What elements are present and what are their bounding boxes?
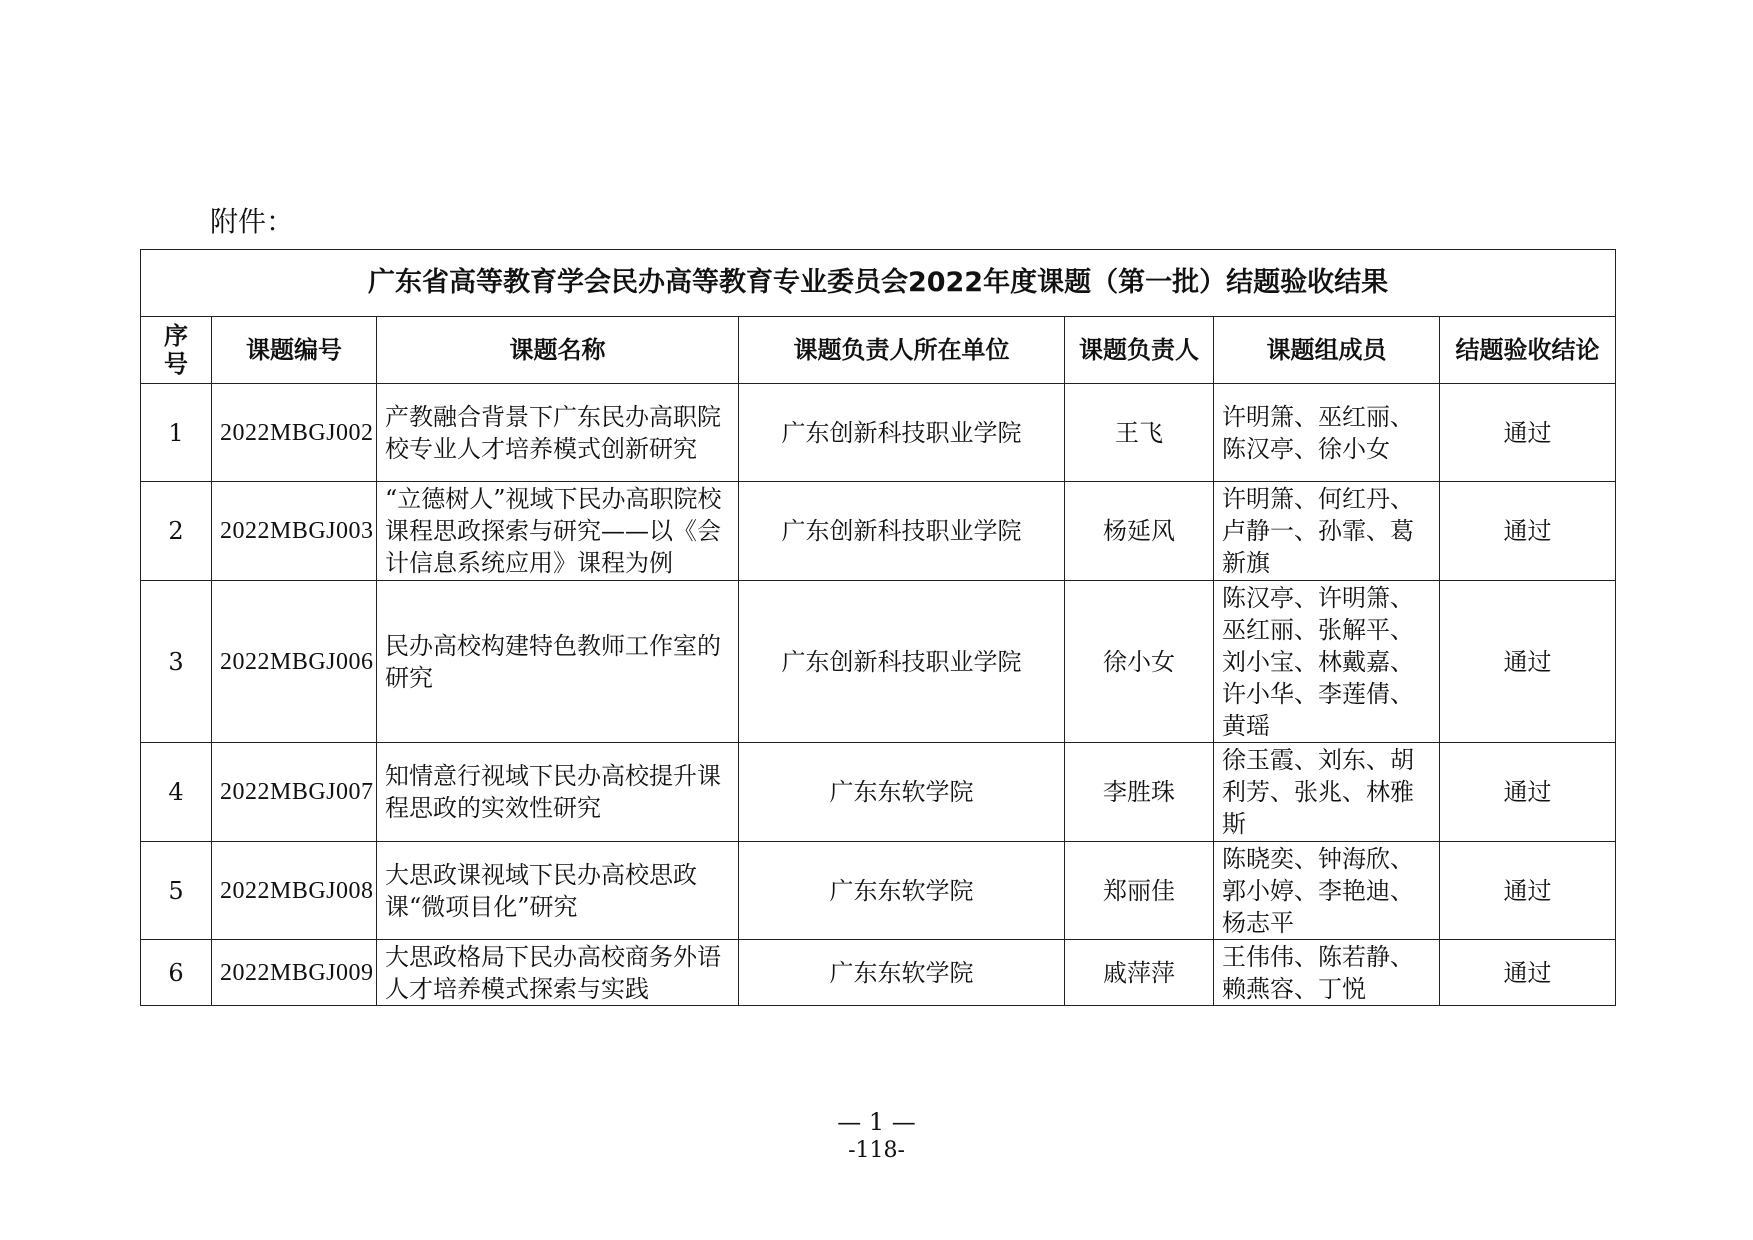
row-unit: 广东东软学院 xyxy=(739,842,1065,940)
table-row xyxy=(141,384,1616,482)
row-conclusion: 通过 xyxy=(1440,581,1616,743)
row-conclusion: 通过 xyxy=(1440,482,1616,581)
row-code: 2022MBGJ008 xyxy=(212,842,377,940)
row-conclusion: 通过 xyxy=(1440,940,1616,1006)
row-members: 陈汉亭、许明箫、巫红丽、张解平、刘小宝、林戴嘉、许小华、李莲倩、黄瑶 xyxy=(1214,581,1440,743)
row-name: 知情意行视域下民办高校提升课程思政的实效性研究 xyxy=(377,743,739,842)
row-unit: 广东创新科技职业学院 xyxy=(739,384,1065,482)
row-name: 大思政格局下民办高校商务外语人才培养模式探索与实践 xyxy=(377,940,739,1006)
header-index-line2: 号 xyxy=(164,350,188,378)
row-name: “立德树人”视域下民办高职院校课程思政探索与研究——以《会计信息系统应用》课程为例 xyxy=(377,482,739,581)
total-page-number: -118- xyxy=(848,1138,905,1163)
row-index: 3 xyxy=(141,581,212,743)
row-leader: 郑丽佳 xyxy=(1065,842,1214,940)
header-name: 课题名称 xyxy=(377,317,739,384)
row-members: 许明箫、何红丹、卢静一、孙霏、葛新旗 xyxy=(1214,482,1440,581)
table-row xyxy=(141,842,1616,940)
table-row xyxy=(141,482,1616,581)
header-row xyxy=(141,317,1616,384)
row-code: 2022MBGJ003 xyxy=(212,482,377,581)
table-row xyxy=(141,743,1616,842)
row-name: 产教融合背景下广东民办高职院校专业人才培养模式创新研究 xyxy=(377,384,739,482)
attachment-label: 附件： xyxy=(210,205,295,238)
row-name: 民办高校构建特色教师工作室的研究 xyxy=(377,581,739,743)
header-index-line1: 序 xyxy=(164,322,188,350)
row-code: 2022MBGJ009 xyxy=(212,940,377,1006)
page-number: — 1 — xyxy=(837,1108,916,1136)
row-members: 徐玉霞、刘东、胡利芳、张兆、林雅斯 xyxy=(1214,743,1440,842)
row-conclusion: 通过 xyxy=(1440,743,1616,842)
header-index xyxy=(141,317,212,384)
row-members: 陈晓奕、钟海欣、郭小婷、李艳迪、杨志平 xyxy=(1214,842,1440,940)
table-row xyxy=(141,940,1616,1006)
row-index: 4 xyxy=(141,743,212,842)
row-code: 2022MBGJ007 xyxy=(212,743,377,842)
row-leader: 戚萍萍 xyxy=(1065,940,1214,1006)
row-leader: 徐小女 xyxy=(1065,581,1214,743)
row-code: 2022MBGJ006 xyxy=(212,581,377,743)
row-code: 2022MBGJ002 xyxy=(212,384,377,482)
header-leader: 课题负责人 xyxy=(1065,317,1214,384)
row-index: 1 xyxy=(141,384,212,482)
row-index: 6 xyxy=(141,940,212,1006)
header-members: 课题组成员 xyxy=(1214,317,1440,384)
table-title: 广东省高等教育学会民办高等教育专业委员会2022年度课题（第一批）结题验收结果 xyxy=(141,250,1616,317)
row-leader: 李胜珠 xyxy=(1065,743,1214,842)
row-leader: 杨延风 xyxy=(1065,482,1214,581)
row-members: 许明箫、巫红丽、陈汉亭、徐小女 xyxy=(1214,384,1440,482)
row-members: 王伟伟、陈若静、赖燕容、丁悦 xyxy=(1214,940,1440,1006)
row-index: 5 xyxy=(141,842,212,940)
header-conclusion: 结题验收结论 xyxy=(1440,317,1616,384)
row-name: 大思政课视域下民办高校思政课“微项目化”研究 xyxy=(377,842,739,940)
table-row xyxy=(141,581,1616,743)
result-table xyxy=(140,249,1616,1006)
header-code: 课题编号 xyxy=(212,317,377,384)
row-unit: 广东东软学院 xyxy=(739,940,1065,1006)
row-conclusion: 通过 xyxy=(1440,384,1616,482)
row-unit: 广东创新科技职业学院 xyxy=(739,482,1065,581)
row-leader: 王飞 xyxy=(1065,384,1214,482)
header-unit: 课题负责人所在单位 xyxy=(739,317,1065,384)
row-unit: 广东东软学院 xyxy=(739,743,1065,842)
row-index: 2 xyxy=(141,482,212,581)
row-conclusion: 通过 xyxy=(1440,842,1616,940)
row-unit: 广东创新科技职业学院 xyxy=(739,581,1065,743)
